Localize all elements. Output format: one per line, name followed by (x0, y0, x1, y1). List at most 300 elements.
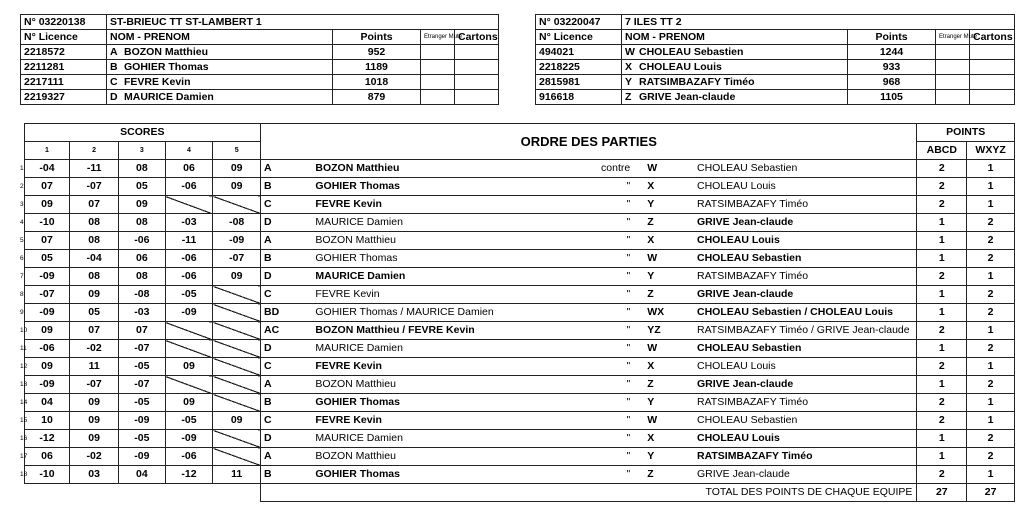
etranger-header: Etranger Muté (936, 30, 970, 45)
points-abcd: 1 (917, 430, 967, 448)
set-score: 08 (119, 214, 166, 232)
points-wxyz: 1 (967, 160, 1015, 178)
points-abcd: 1 (917, 214, 967, 232)
player-letter-home: B (261, 250, 313, 268)
points-abcd: 2 (917, 268, 967, 286)
set-score: 07 (24, 178, 70, 196)
match-row (20, 232, 1015, 250)
set-score: -02 (70, 340, 119, 358)
set-score: 07 (24, 232, 70, 250)
match-number: 1 (20, 165, 24, 172)
cartons-cell (970, 45, 1015, 60)
points-abcd: 2 (917, 196, 967, 214)
set-score: -09 (24, 304, 70, 322)
player-home: MAURICE Damien (312, 430, 519, 448)
player-away: GRIVE Jean-claude (694, 376, 917, 394)
player-row (21, 60, 499, 75)
points-wxyz: 2 (967, 340, 1015, 358)
player-letter-away: X (644, 358, 694, 376)
points-abcd: 1 (917, 304, 967, 322)
points-header: Points (848, 30, 936, 45)
team-b-number: N° 03220047 (536, 15, 622, 30)
player-points: 1189 (333, 60, 421, 75)
set-score: 11 (213, 466, 261, 484)
player-letter-home: C (261, 286, 313, 304)
set-score: -07 (213, 250, 261, 268)
player-points: 952 (333, 45, 421, 60)
player-letter-home: A (261, 160, 313, 178)
set-score (213, 304, 261, 322)
points-header: POINTS (917, 124, 1015, 142)
player-letter-home: D (261, 430, 313, 448)
player-home: GOHIER Thomas / MAURICE Damien (312, 304, 519, 322)
etranger-cell (936, 45, 970, 60)
ordre-des-parties-header: ORDRE DES PARTIES (261, 124, 917, 160)
player-name: RATSIMBAZAFY Timéo (639, 75, 755, 88)
player-licence: 2219327 (21, 90, 107, 105)
player-letter-away: X (644, 430, 694, 448)
player-points: 1244 (848, 45, 936, 60)
match-number: 12 (20, 363, 28, 370)
player-away: RATSIMBAZAFY Timéo / GRIVE Jean-claude (694, 322, 917, 340)
scores-header: SCORES (24, 124, 260, 142)
abcd-header: ABCD (917, 142, 967, 160)
points-abcd: 2 (917, 394, 967, 412)
player-row (536, 60, 1015, 75)
set-score: 08 (70, 268, 119, 286)
player-away: CHOLEAU Sebastien (694, 160, 917, 178)
set-score: -09 (165, 304, 213, 322)
set-score: -05 (119, 430, 166, 448)
contre-label: " (520, 394, 644, 412)
player-row (536, 45, 1015, 60)
match-number: 13 (20, 381, 28, 388)
player-letter-home: AC (261, 322, 313, 340)
set-score: 09 (70, 394, 119, 412)
match-number: 8 (20, 291, 24, 298)
match-row (20, 214, 1015, 232)
player-name: GRIVE Jean-claude (639, 90, 736, 103)
set-score (213, 430, 261, 448)
contre-label: contre (520, 160, 644, 178)
set-score: 05 (119, 178, 166, 196)
etranger-cell (421, 90, 455, 105)
player-letter-away: Y (644, 268, 694, 286)
player-name: CHOLEAU Louis (639, 60, 722, 73)
match-number: 2 (20, 183, 24, 190)
player-letter-away: YZ (644, 322, 694, 340)
player-letter-home: B (261, 178, 313, 196)
set-score: 09 (213, 178, 261, 196)
contre-label: " (520, 232, 644, 250)
set-score (165, 376, 213, 394)
set-score (165, 340, 213, 358)
total-wxyz: 27 (967, 484, 1015, 502)
set-score: -07 (24, 286, 70, 304)
set-score: 09 (119, 196, 166, 214)
set-score: 07 (119, 322, 166, 340)
player-points: 1105 (848, 90, 936, 105)
etranger-cell (421, 75, 455, 90)
match-row (20, 250, 1015, 268)
player-letter-away: W (644, 340, 694, 358)
player-home: BOZON Matthieu (312, 232, 519, 250)
set-score: 09 (24, 196, 70, 214)
player-points: 1018 (333, 75, 421, 90)
player-away: CHOLEAU Sebastien / CHOLEAU Louis (694, 304, 917, 322)
player-letter: W (625, 45, 635, 58)
match-number: 18 (20, 471, 28, 478)
points-abcd: 2 (917, 322, 967, 340)
set-5-header: 5 (213, 142, 261, 160)
player-letter-home: B (261, 466, 313, 484)
set-score: 08 (70, 214, 119, 232)
points-abcd: 1 (917, 232, 967, 250)
player-home: GOHIER Thomas (312, 250, 519, 268)
set-score: -09 (24, 268, 70, 286)
set-score: -08 (213, 214, 261, 232)
player-name: CHOLEAU Sebastien (639, 45, 744, 58)
set-2-header: 2 (70, 142, 119, 160)
player-away: CHOLEAU Louis (694, 178, 917, 196)
etranger-cell (936, 60, 970, 75)
contre-label: " (520, 214, 644, 232)
player-letter-home: BD (261, 304, 313, 322)
player-letter-away: Y (644, 196, 694, 214)
match-row (20, 322, 1015, 340)
match-row (20, 286, 1015, 304)
set-score: 09 (213, 268, 261, 286)
set-score: -05 (119, 358, 166, 376)
player-away: GRIVE Jean-claude (694, 286, 917, 304)
set-score: -10 (24, 214, 70, 232)
contre-label: " (520, 178, 644, 196)
player-letter-home: C (261, 196, 313, 214)
cartons-cell (970, 60, 1015, 75)
match-number: 7 (20, 273, 24, 280)
wxyz-header: WXYZ (967, 142, 1015, 160)
set-score: -03 (165, 214, 213, 232)
player-home: MAURICE Damien (312, 340, 519, 358)
match-row (20, 394, 1015, 412)
set-score (165, 196, 213, 214)
set-score: 03 (70, 466, 119, 484)
etranger-cell (421, 60, 455, 75)
player-name-cell (622, 45, 848, 60)
player-letter-home: C (261, 412, 313, 430)
set-score: 09 (213, 160, 261, 178)
player-letter-away: Z (644, 376, 694, 394)
set-score: 09 (70, 286, 119, 304)
player-letter-home: B (261, 394, 313, 412)
set-score: -09 (119, 448, 166, 466)
match-number: 10 (20, 327, 28, 334)
contre-label: " (520, 340, 644, 358)
points-wxyz: 1 (967, 196, 1015, 214)
set-score: -07 (119, 376, 166, 394)
points-abcd: 2 (917, 160, 967, 178)
player-name-cell (107, 60, 333, 75)
match-row (20, 430, 1015, 448)
player-licence: 494021 (536, 45, 622, 60)
licence-header: N° Licence (536, 30, 622, 45)
player-letter: C (110, 75, 118, 88)
set-score: -09 (24, 376, 70, 394)
contre-label: " (520, 250, 644, 268)
set-score: 06 (119, 250, 166, 268)
set-score: -06 (165, 268, 213, 286)
match-number: 17 (20, 453, 28, 460)
match-number: 11 (20, 345, 27, 352)
player-away: CHOLEAU Louis (694, 358, 917, 376)
set-score: 09 (70, 430, 119, 448)
contre-label: " (520, 448, 644, 466)
set-score (213, 358, 261, 376)
points-wxyz: 2 (967, 430, 1015, 448)
points-wxyz: 1 (967, 394, 1015, 412)
match-number: 15 (20, 417, 28, 424)
player-letter: X (625, 60, 633, 73)
set-score (165, 322, 213, 340)
points-wxyz: 2 (967, 376, 1015, 394)
player-name-cell (622, 60, 848, 75)
player-letter-away: X (644, 178, 694, 196)
match-number: 5 (20, 237, 24, 244)
player-name-cell (107, 45, 333, 60)
contre-label: " (520, 268, 644, 286)
contre-label: " (520, 412, 644, 430)
team-a-table (20, 14, 499, 105)
set-score: -05 (165, 412, 213, 430)
set-score: 06 (24, 448, 70, 466)
cartons-cell (970, 90, 1015, 105)
player-away: GRIVE Jean-claude (694, 214, 917, 232)
points-abcd: 2 (917, 466, 967, 484)
set-score (213, 322, 261, 340)
set-score: -07 (119, 340, 166, 358)
set-score (213, 376, 261, 394)
player-name-cell (107, 75, 333, 90)
nom-header: NOM - PRENOM (622, 30, 848, 45)
player-licence: 916618 (536, 90, 622, 105)
player-letter-away: WX (644, 304, 694, 322)
points-wxyz: 1 (967, 178, 1015, 196)
player-letter-home: A (261, 448, 313, 466)
player-letter-away: W (644, 250, 694, 268)
etranger-cell (936, 90, 970, 105)
set-score: 05 (70, 304, 119, 322)
team-a-name: ST-BRIEUC TT ST-LAMBERT 1 (107, 15, 499, 30)
player-letter: D (110, 90, 118, 103)
player-row (21, 45, 499, 60)
player-name: FEVRE Kevin (124, 75, 191, 88)
points-wxyz: 2 (967, 214, 1015, 232)
match-number: 3 (20, 201, 24, 208)
set-score: 09 (165, 394, 213, 412)
contre-label: " (520, 376, 644, 394)
points-wxyz: 1 (967, 358, 1015, 376)
player-licence: 2218225 (536, 60, 622, 75)
team-a-number: N° 03220138 (21, 15, 107, 30)
set-score: 09 (24, 322, 70, 340)
contre-label: " (520, 304, 644, 322)
set-score (213, 340, 261, 358)
player-away: CHOLEAU Sebastien (694, 340, 917, 358)
points-abcd: 1 (917, 286, 967, 304)
points-abcd: 1 (917, 340, 967, 358)
player-letter: Z (625, 90, 632, 103)
match-row (20, 268, 1015, 286)
points-abcd: 2 (917, 178, 967, 196)
player-away: CHOLEAU Sebastien (694, 250, 917, 268)
set-4-header: 4 (165, 142, 213, 160)
cartons-cell (455, 45, 499, 60)
player-away: GRIVE Jean-claude (694, 466, 917, 484)
match-number: 6 (20, 255, 24, 262)
points-wxyz: 1 (967, 466, 1015, 484)
contre-label: " (520, 322, 644, 340)
set-score (213, 394, 261, 412)
total-abcd: 27 (917, 484, 967, 502)
player-letter-home: D (261, 340, 313, 358)
player-letter-away: W (644, 160, 694, 178)
etranger-cell (936, 75, 970, 90)
set-score: -07 (70, 178, 119, 196)
set-score: -12 (165, 466, 213, 484)
etranger-header: Etranger Muté (421, 30, 455, 45)
points-wxyz: 2 (967, 448, 1015, 466)
player-points: 879 (333, 90, 421, 105)
player-licence: 2217111 (21, 75, 107, 90)
team-b-name: 7 ILES TT 2 (622, 15, 1015, 30)
set-score: 07 (70, 196, 119, 214)
etranger-cell (421, 45, 455, 60)
points-wxyz: 1 (967, 322, 1015, 340)
player-home: GOHIER Thomas (312, 466, 519, 484)
set-score (213, 196, 261, 214)
match-row (20, 376, 1015, 394)
player-away: RATSIMBAZAFY Timéo (694, 196, 917, 214)
set-score: -05 (165, 286, 213, 304)
contre-label: " (520, 286, 644, 304)
team-b-table (535, 14, 1015, 105)
points-abcd: 2 (917, 358, 967, 376)
set-score: -11 (70, 160, 119, 178)
points-abcd: 2 (917, 412, 967, 430)
set-score: -09 (119, 412, 166, 430)
player-points: 968 (848, 75, 936, 90)
points-wxyz: 2 (967, 286, 1015, 304)
player-home: FEVRE Kevin (312, 412, 519, 430)
match-number: 4 (20, 219, 24, 226)
set-score: -02 (70, 448, 119, 466)
set-score: 11 (70, 358, 119, 376)
player-letter-away: Z (644, 466, 694, 484)
points-wxyz: 1 (967, 268, 1015, 286)
player-row (21, 75, 499, 90)
set-score: -06 (119, 232, 166, 250)
set-score: 09 (24, 358, 70, 376)
player-name: MAURICE Damien (124, 90, 214, 103)
player-row (536, 75, 1015, 90)
contre-label: " (520, 358, 644, 376)
set-score: -03 (119, 304, 166, 322)
points-header: Points (333, 30, 421, 45)
set-score: 08 (70, 232, 119, 250)
player-letter-away: Z (644, 286, 694, 304)
match-row (20, 160, 1015, 178)
points-wxyz: 2 (967, 232, 1015, 250)
set-score: -06 (165, 250, 213, 268)
player-letter-away: W (644, 412, 694, 430)
match-number: 14 (20, 399, 28, 406)
set-score: -08 (119, 286, 166, 304)
cartons-cell (970, 75, 1015, 90)
player-away: CHOLEAU Louis (694, 430, 917, 448)
player-licence: 2211281 (21, 60, 107, 75)
player-letter-away: X (644, 232, 694, 250)
cartons-header: Cartons (970, 30, 1015, 45)
player-letter-home: A (261, 376, 313, 394)
set-score: 04 (24, 394, 70, 412)
points-abcd: 1 (917, 448, 967, 466)
points-abcd: 1 (917, 376, 967, 394)
match-row (20, 196, 1015, 214)
player-home: GOHIER Thomas (312, 178, 519, 196)
player-licence: 2815981 (536, 75, 622, 90)
player-name-cell (622, 90, 848, 105)
player-letter-home: A (261, 232, 313, 250)
set-score: 09 (213, 412, 261, 430)
player-home: BOZON Matthieu (312, 160, 519, 178)
player-away: CHOLEAU Louis (694, 232, 917, 250)
player-licence: 2218572 (21, 45, 107, 60)
match-row (20, 412, 1015, 430)
player-name: GOHIER Thomas (124, 60, 209, 73)
set-score: -07 (70, 376, 119, 394)
player-home: MAURICE Damien (312, 214, 519, 232)
set-score: 09 (165, 358, 213, 376)
set-score: -06 (24, 340, 70, 358)
player-home: FEVRE Kevin (312, 358, 519, 376)
player-letter: B (110, 60, 118, 73)
set-score: 06 (165, 160, 213, 178)
contre-label: " (520, 196, 644, 214)
match-row (20, 466, 1015, 484)
nom-header: NOM - PRENOM (107, 30, 333, 45)
set-score: 05 (24, 250, 70, 268)
match-row (20, 178, 1015, 196)
player-name-cell (107, 90, 333, 105)
player-letter-home: D (261, 214, 313, 232)
player-letter-away: Y (644, 448, 694, 466)
set-score: -09 (213, 232, 261, 250)
player-home: BOZON Matthieu (312, 448, 519, 466)
match-row (20, 358, 1015, 376)
set-score: 04 (119, 466, 166, 484)
points-wxyz: 2 (967, 250, 1015, 268)
player-letter-home: C (261, 358, 313, 376)
set-score: -04 (70, 250, 119, 268)
set-score: -12 (24, 430, 70, 448)
player-away: RATSIMBAZAFY Timéo (694, 448, 917, 466)
player-home: GOHIER Thomas (312, 394, 519, 412)
set-score: 08 (119, 268, 166, 286)
player-points: 933 (848, 60, 936, 75)
player-letter-home: D (261, 268, 313, 286)
player-letter: Y (625, 75, 633, 88)
player-away: RATSIMBAZAFY Timéo (694, 394, 917, 412)
